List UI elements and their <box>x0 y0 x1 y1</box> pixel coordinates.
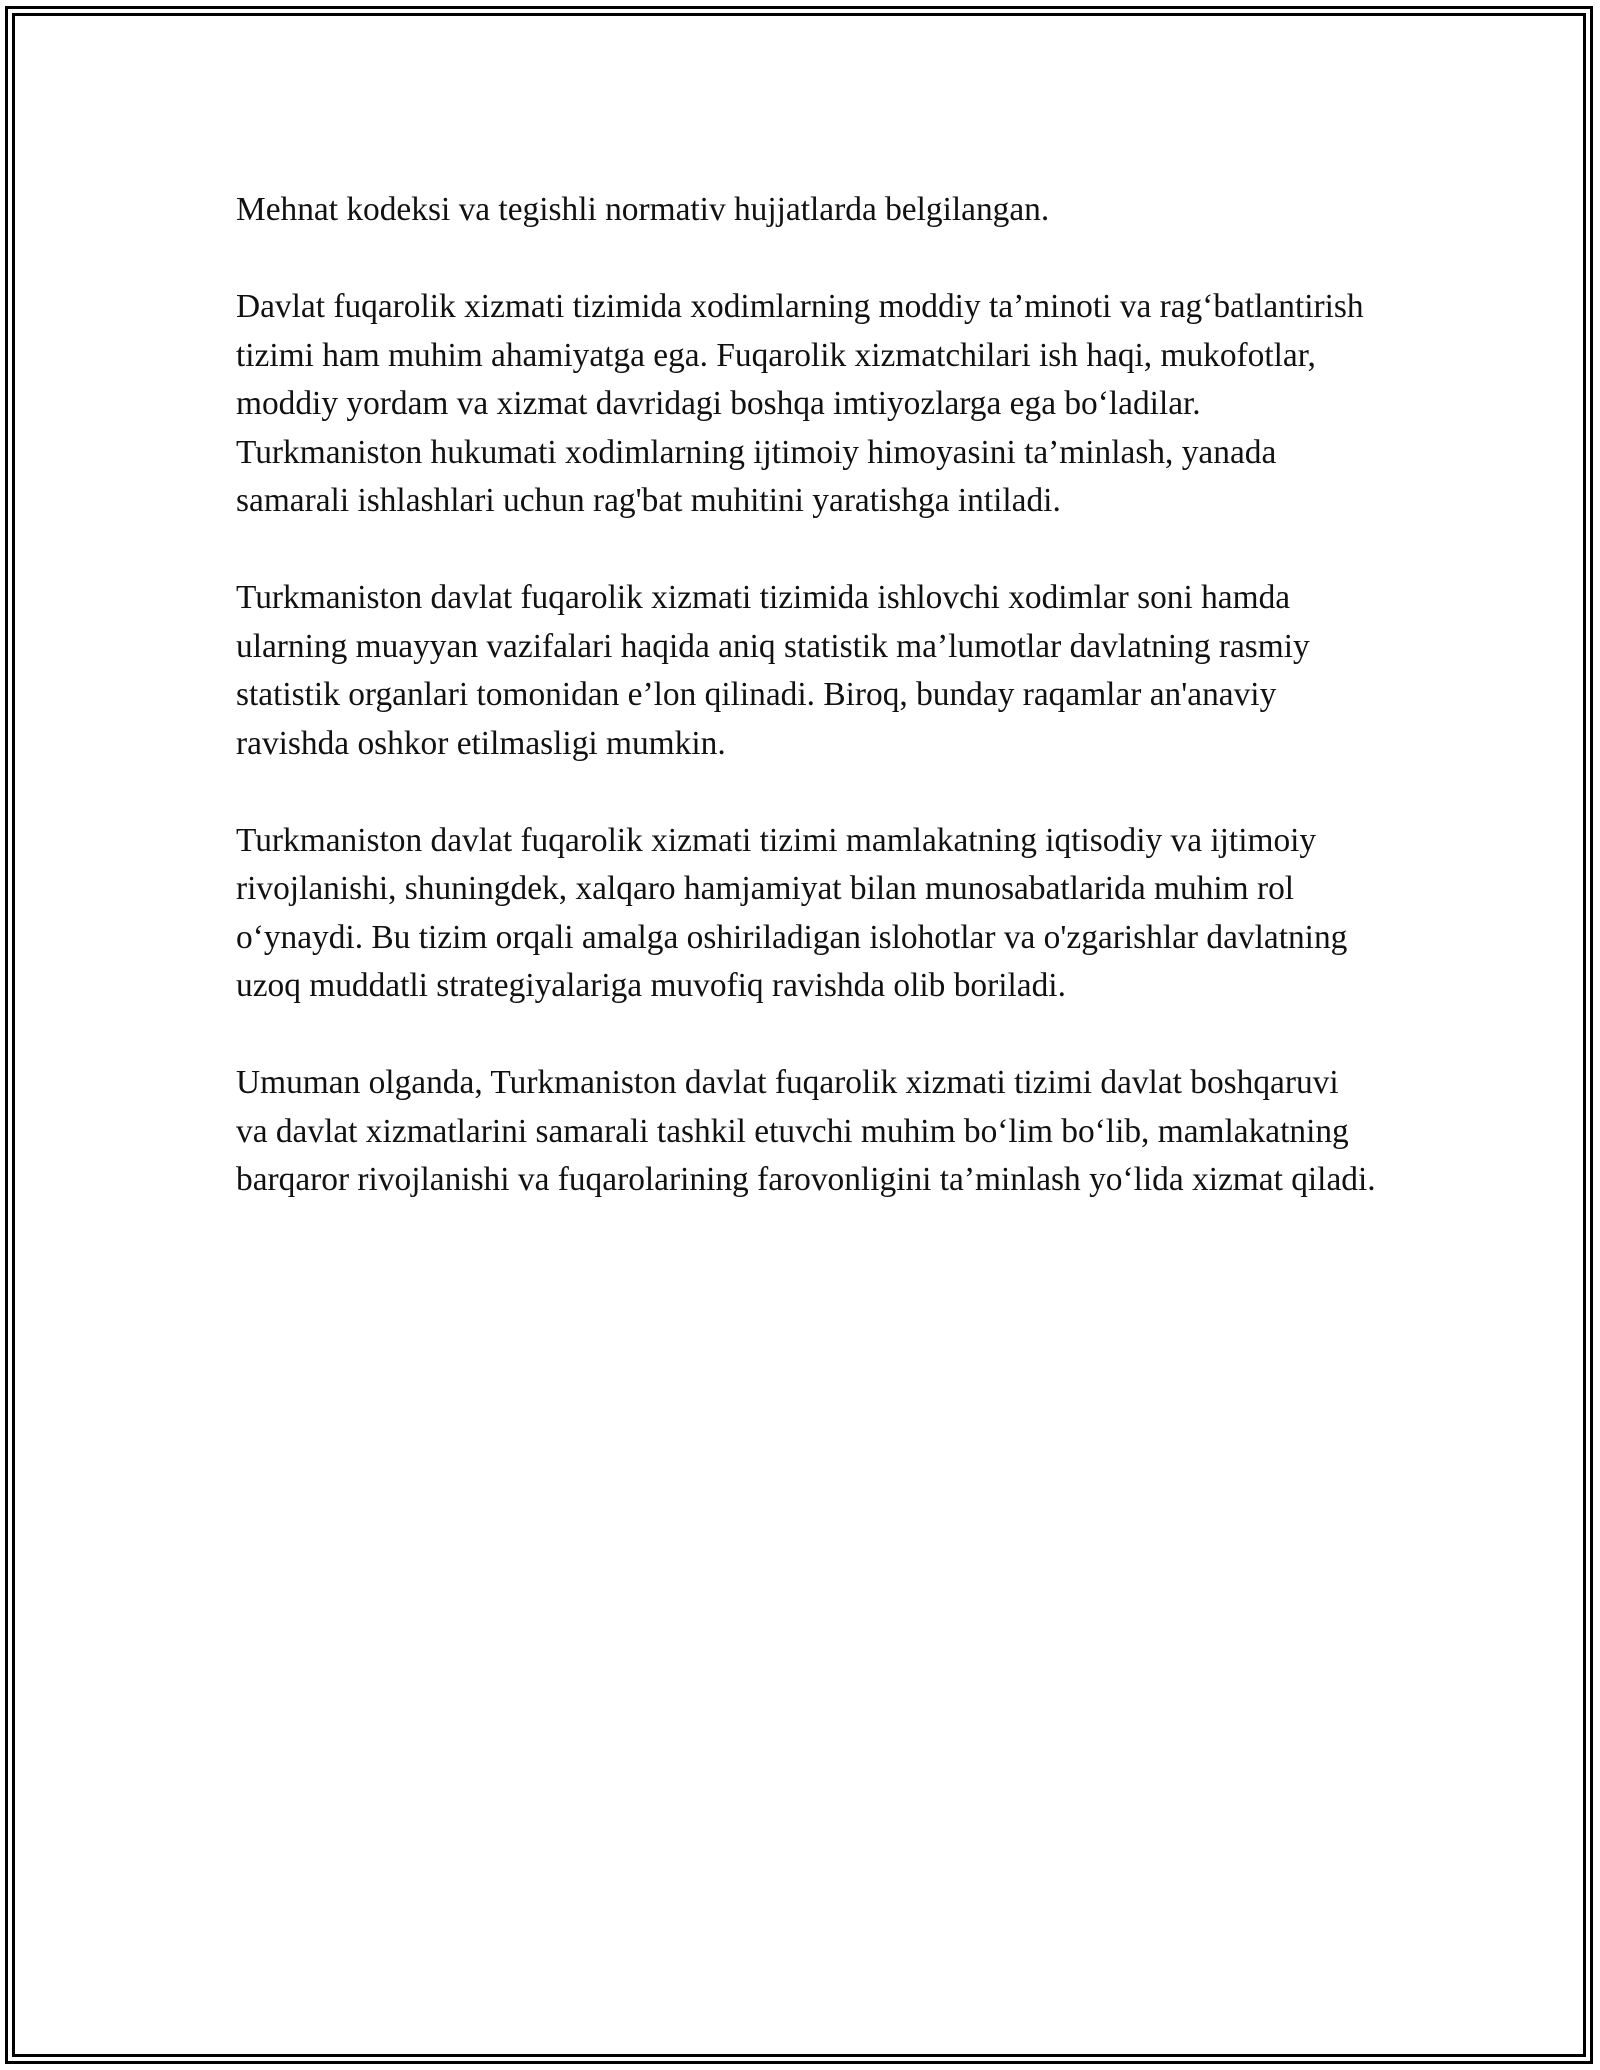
paragraph-3: Turkmaniston davlat fuqarolik xizmati tizimida ishlovchi xodimlar soni hamda ularning muayyan vazifalari haqida aniq statistik ma’lumotlar davlatning rasmiy statistik organlari tomonidan e’lon qilinadi. Biroq, bunday raqamlar an'anaviy ravishda oshkor etilmasligi mumkin. <box>236 579 1310 762</box>
paragraph-4: Turkmaniston davlat fuqarolik xizmati tizimi mamlakatning iqtisodiy va ijtimoiy rivojlanishi, shuningdek, xalqaro hamjamiyat bilan munosabatlarida muhim rol o‘ynaydi. Bu tizim orqali amalga oshiriladigan islohotlar va o'zgarishlar davlatning uzoq muddatli strategiyalariga muvofiq ravishda olib boriladi. <box>236 821 1348 1004</box>
paragraph-1: Mehnat kodeksi va tegishli normativ hujjatlarda belgilangan. <box>236 191 1050 228</box>
document-body <box>236 186 1376 1253</box>
paragraph-2: Davlat fuqarolik xizmati tizimida xodimlarning moddiy ta’minoti va rag‘batlantirish tizimi ham muhim ahamiyatga ega. Fuqarolik xizmatchilari ish haqi, mukofotlar, moddiy yordam va xizmat davridagi boshqa imtiyozlarga ega bo‘ladilar. Turkmaniston hukumati xodimlarning ijtimoiy himoyasini ta’minlash, yanada samarali ishlashlari uchun rag'bat muhitini yaratishga intiladi. <box>236 288 1364 519</box>
paragraph-5: Umuman olganda, Turkmaniston davlat fuqarolik xizmati tizimi davlat boshqaruvi va davlat xizmatlarini samarali tashkil etuvchi muhim bo‘lim bo‘lib, mamlakatning barqaror rivojlanishi va fuqarolarining farovonligini ta’minlash yo‘lida xizmat qiladi. <box>236 1064 1376 1198</box>
